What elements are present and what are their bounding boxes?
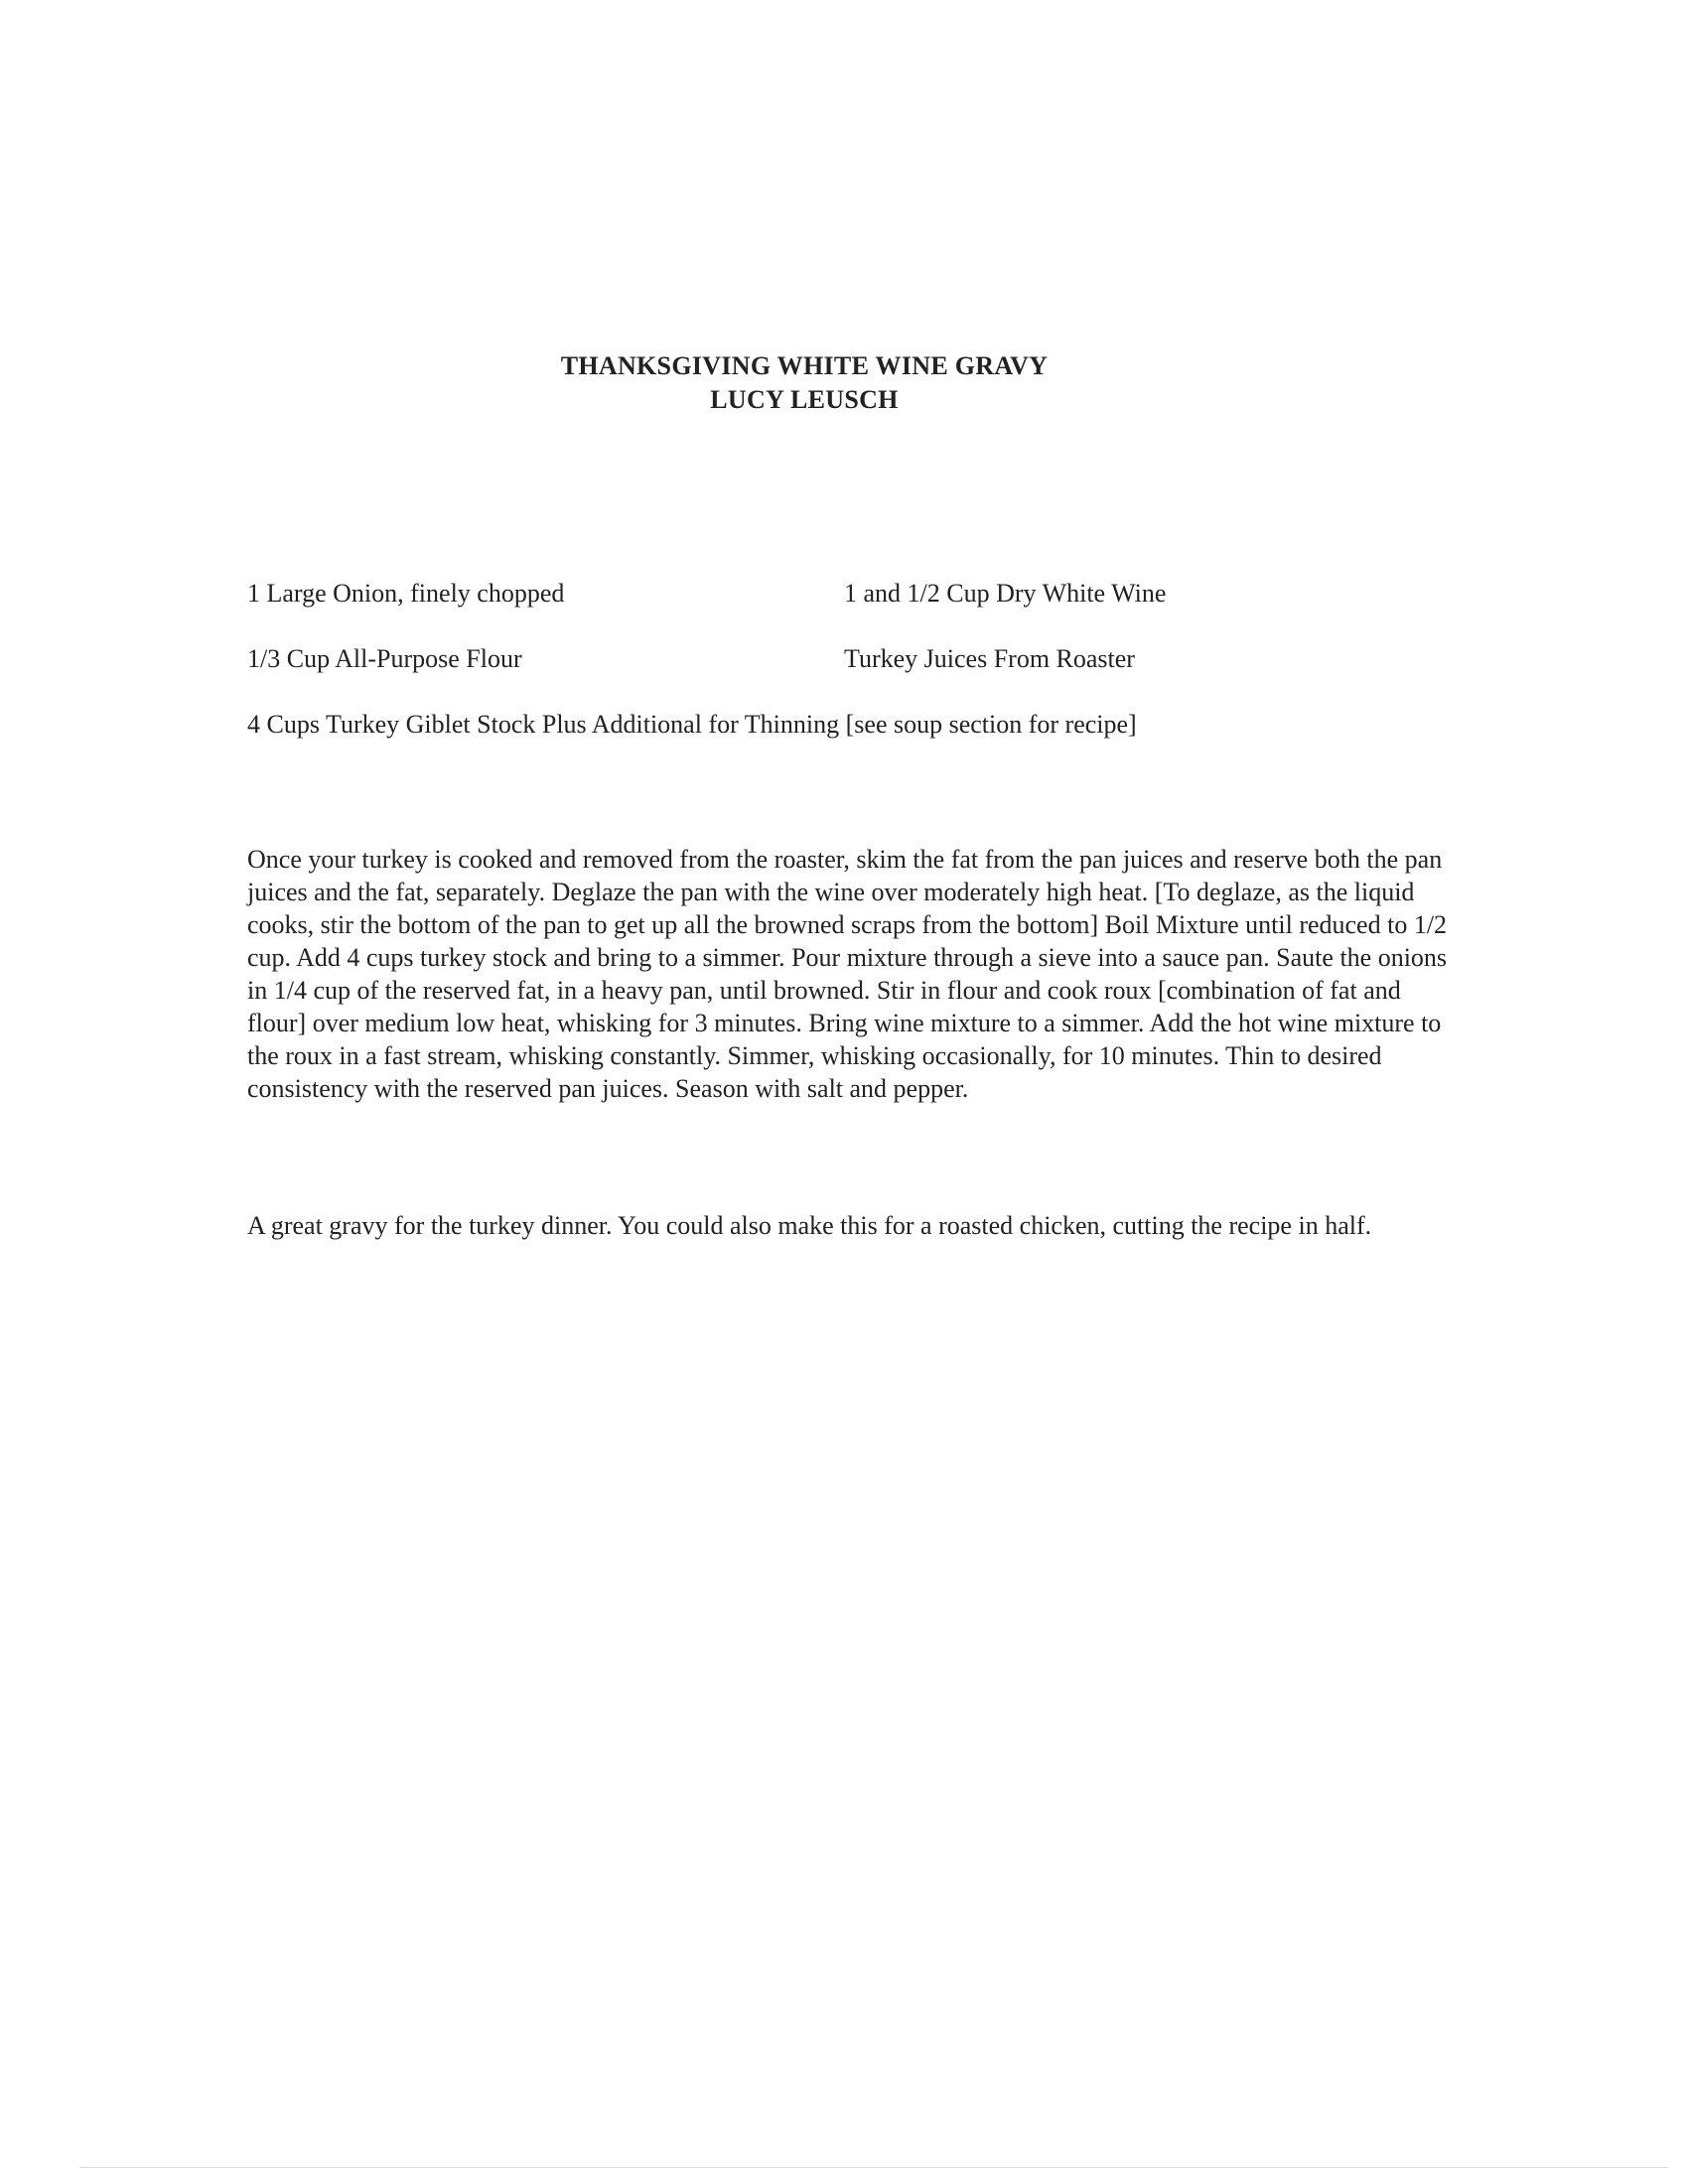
note-section [247,1209,1449,1242]
recipe-title: THANKSGIVING WHITE WINE GRAVY [560,351,1049,380]
ingredient-item: 4 Cups Turkey Giblet Stock Plus Additional for Thinning [see soup section for recipe] [247,710,1137,739]
ingredient-item: 1 and 1/2 Cup Dry White Wine [844,579,1167,608]
instructions-paragraph: Once your turkey is cooked and removed from the roaster, skim the fat from the pan juices and reserve both the pan juices and the fat, separately. Deglaze the pan with the wine over moderately high heat. [To deglaze, as the liquid cooks, stir the bottom of the pan to get up all the browned scraps from the bottom] Boil Mixture until reduced to 1/2 cup. Add 4 cups turkey stock and bring to a simmer. Pour mixture through a sieve into a sauce pan. Saute the onions in 1/4 cup of the reserved fat, in a heavy pan, until browned. Stir in flour and cook roux [combination of fat and flour] over medium low heat, whisking for 3 minutes. Bring wine mixture to a simmer. Add the hot wine mixture to the roux in a fast stream, whisking constantly. Simmer, whisking occasionally, for 10 minutes. Thin to desired consistency with the reserved pan juices. Season with salt and pepper. [247,845,1448,1103]
ingredients-list [247,579,1488,775]
ingredient-row [247,710,1488,775]
ingredient-item: 1/3 Cup All-Purpose Flour [247,644,522,673]
note-paragraph: A great gravy for the turkey dinner. You could also make this for a roasted chicken, cutting the recipe in half. [247,1211,1372,1240]
recipe-author: LUCY LEUSCH [710,385,899,414]
recipe-header [0,349,1609,417]
scan-edge-line [79,2167,1668,2168]
instructions-section [247,843,1449,1105]
ingredient-row [247,579,1488,644]
ingredient-row [247,644,1488,710]
ingredient-item: 1 Large Onion, finely chopped [247,579,565,608]
ingredient-item: Turkey Juices From Roaster [844,644,1135,673]
